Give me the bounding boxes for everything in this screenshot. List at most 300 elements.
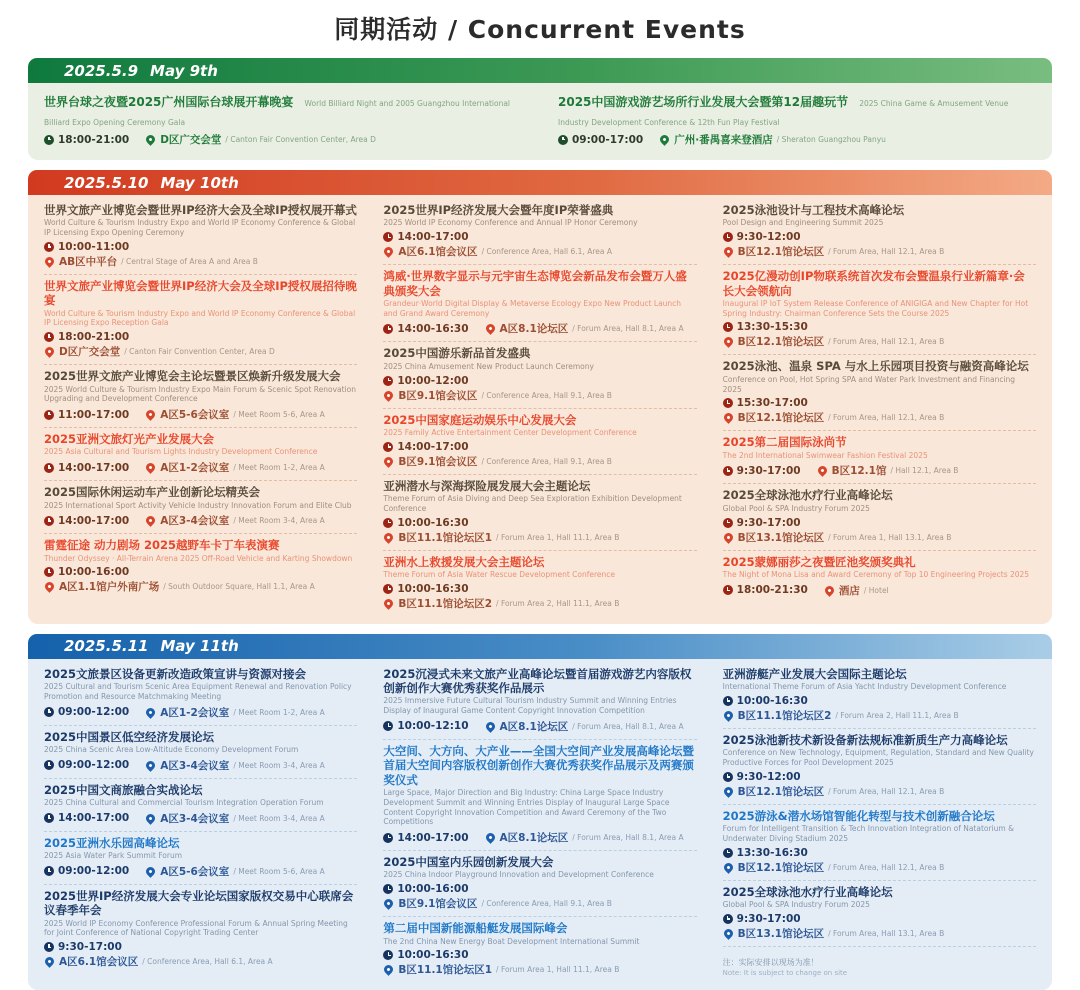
event-title-en: Thunder Odyssey · All-Terrain Arena 2025 Off-Road Vehicle and Karting Showdown <box>44 553 353 563</box>
event-venue-group <box>145 758 325 773</box>
event-venue: A区5-6会议室 <box>160 409 230 421</box>
event-title-en: 2025 China Scenic Area Low-Altitude Economy Development Forum <box>44 744 299 754</box>
event-title-en: Forum for Intelligent Transition & Tech Innovation Integration of Natatorium & Underwater Diving Stadium 2025 <box>722 824 1014 843</box>
event-title: 世界台球之夜暨2025广州国际台球展开幕晚宴 <box>44 95 294 109</box>
location-pin-icon <box>144 812 157 825</box>
event-venue: B区13.1馆论坛区 <box>737 531 825 544</box>
event-title-en: Theme Forum of Asia Diving and Deep Sea Exploration Exhibition Development Conference <box>383 494 682 513</box>
event-venue: B区12.1馆论坛区 <box>737 785 825 798</box>
event-time-group <box>383 832 468 844</box>
event-time: 13:30-15:30 <box>736 321 808 334</box>
event-title-en: Theme Forum of Asia Water Rescue Development Conference <box>383 569 616 579</box>
event-title-en: 2025 World Culture & Tourism Industry Expo Main Forum & Scenic Spot Renovation Upgrading and Development Conference <box>44 384 357 404</box>
location-pin-icon <box>722 709 735 722</box>
event-venue-group <box>383 388 612 403</box>
event-column <box>44 663 357 975</box>
event-title: 亚洲潜水与深海探险展发展大会主题论坛 <box>383 478 591 493</box>
event-venue: A区8.1论坛区 <box>499 323 569 336</box>
event-venue-group <box>44 254 258 269</box>
event-time: 09:00-12:00 <box>58 706 130 718</box>
event-venue: A区1-2会议室 <box>160 706 230 719</box>
event-item <box>723 663 1036 729</box>
event-time: 18:00-21:00 <box>58 331 130 344</box>
event-venue: B区9.1馆会议区 <box>398 898 478 911</box>
event-time-group <box>383 441 468 453</box>
event-time: 10:00-11:00 <box>58 240 130 253</box>
location-pin-icon <box>816 465 829 478</box>
event-venue: A区6.1馆会议区 <box>59 956 139 969</box>
clock-icon <box>44 332 54 342</box>
event-item <box>723 355 1036 431</box>
event-item <box>558 87 1036 152</box>
event-time-group <box>44 812 129 824</box>
event-venue-group <box>145 407 325 422</box>
event-venue-group <box>44 954 273 969</box>
event-time-group <box>44 759 129 771</box>
event-venue-group <box>383 596 619 611</box>
event-column <box>44 199 357 599</box>
event-item <box>723 729 1036 805</box>
location-pin-icon <box>382 531 395 544</box>
event-time-group <box>723 847 808 859</box>
event-venue-group <box>383 454 612 469</box>
event-venue: A区5-6会议室 <box>160 865 230 878</box>
event-time-group <box>44 941 122 953</box>
event-meta <box>44 758 357 773</box>
event-venue-group <box>44 579 315 594</box>
event-title: 亚洲游艇产业发展大会国际主题论坛 <box>722 666 907 681</box>
event-venue: A区3-4会议室 <box>160 812 230 825</box>
event-venue: 酒店 <box>838 584 860 597</box>
event-venue-en: / Forum Area, Hall 8.1, Area A <box>572 833 684 842</box>
event-meta <box>383 517 696 545</box>
event-item <box>44 663 357 726</box>
event-title: 2025世界文旅产业博览会主论坛暨景区焕新升级发展大会 <box>44 369 341 384</box>
event-meta <box>383 583 696 611</box>
event-column <box>723 663 1036 977</box>
event-venue: A区1-2会议室 <box>160 462 230 475</box>
clock-icon <box>44 866 54 876</box>
event-title: 世界文旅产业博览会暨世界IP经济大会及全球IP授权展招待晚宴 <box>44 278 357 308</box>
event-meta <box>44 566 357 594</box>
event-item <box>383 663 696 740</box>
location-pin-icon <box>382 455 395 468</box>
event-venue-en: / Hotel <box>863 585 889 595</box>
event-time: 09:00-12:00 <box>58 865 130 878</box>
event-title-en: Inaugural IP IoT System Release Conference of ANIGIGA and New Chapter for Hot Spring Industry: Chairman Conference Sets the Course 2025 <box>722 298 1029 318</box>
event-venue-group <box>659 132 886 147</box>
event-venue-en: / Forum Area, Hall 12.1, Area B <box>828 413 945 423</box>
event-item <box>723 199 1036 265</box>
location-pin-icon <box>43 255 56 268</box>
clock-icon <box>383 584 393 594</box>
event-venue: B区11.1馆论坛区1 <box>398 531 493 544</box>
clock-icon <box>44 135 54 145</box>
event-column <box>723 199 1036 603</box>
event-meta <box>44 705 357 720</box>
event-venue-group <box>383 244 612 259</box>
location-pin-icon <box>658 133 671 146</box>
location-pin-icon <box>722 336 735 349</box>
event-venue-group <box>145 132 376 147</box>
event-time-group <box>558 134 643 146</box>
event-venue: A区8.1论坛区 <box>499 832 569 844</box>
event-item <box>383 409 696 475</box>
event-venue: B区12.1馆论坛区 <box>737 246 825 259</box>
clock-icon <box>44 813 54 823</box>
event-venue-group <box>44 344 275 359</box>
event-venue-en: / Canton Fair Convention Center, Area D <box>225 135 376 144</box>
event-title: 2025中国文商旅融合实战论坛 <box>44 782 203 797</box>
event-venue-en: / Forum Area 2, Hall 11.1, Area B <box>496 598 620 608</box>
event-time-group <box>723 517 801 529</box>
event-item <box>383 475 696 551</box>
event-time: 14:00-17:00 <box>397 831 469 844</box>
event-meta <box>723 517 1036 545</box>
event-time-group <box>44 865 129 877</box>
event-time-group <box>383 883 468 895</box>
event-time: 9:30-12:00 <box>736 770 801 783</box>
location-pin-icon <box>144 865 157 878</box>
event-title: 2025泳池新技术新设备新法规标准新质生产力高峰论坛 <box>722 732 1008 747</box>
event-time: 10:00-16:30 <box>397 516 469 529</box>
location-pin-icon <box>43 955 56 968</box>
event-time: 10:00-16:30 <box>397 582 469 595</box>
event-meta <box>44 864 357 879</box>
event-venue-en: / Forum Area, Hall 8.1, Area A <box>572 324 684 334</box>
event-item <box>383 551 696 616</box>
event-meta <box>723 463 1036 478</box>
event-venue-group <box>723 410 945 425</box>
schedule-note <box>723 957 1036 977</box>
event-item <box>44 87 522 152</box>
clock-icon <box>383 833 393 843</box>
event-venue-group <box>723 784 945 799</box>
event-venue-en: / Meet Room 1-2, Area A <box>233 707 325 717</box>
event-venue-en: / Meet Room 5-6, Area A <box>233 866 325 876</box>
event-time-group <box>44 706 129 718</box>
event-title-en: 2025 China Amusement New Product Launch Ceremony <box>383 361 594 371</box>
section-header-may-10 <box>28 170 1052 195</box>
event-venue: A区1.1馆户外南广场 <box>59 581 160 594</box>
event-venue-group <box>824 583 889 598</box>
event-time: 9:30-17:00 <box>736 912 801 925</box>
event-venue-group <box>485 321 684 336</box>
clock-icon <box>44 942 54 952</box>
location-pin-icon <box>484 831 497 844</box>
schedule-note-en: Note: It is subject to change on site <box>722 968 848 977</box>
event-time-group <box>44 331 129 343</box>
event-venue-en: / South Outdoor Square, Hall 1.1, Area A <box>163 582 315 592</box>
clock-icon <box>383 232 393 242</box>
event-meta <box>44 331 357 359</box>
event-title: 2025中国游戏游艺场所行业发展大会暨第12届趣玩节 <box>558 95 849 109</box>
event-venue: A区8.1论坛区 <box>499 720 569 733</box>
event-item <box>723 431 1036 484</box>
event-venue-group <box>383 962 619 977</box>
event-venue-group <box>723 860 945 875</box>
event-item <box>383 917 696 982</box>
event-title-en: The 2nd International Swimwear Fashion Festival 2025 <box>722 450 928 460</box>
event-title: 鸿威·世界数字显示与元宇宙生态博览会新品发布会暨万人盛典颁奖大会 <box>383 269 687 298</box>
event-meta <box>44 132 522 147</box>
event-title-en: 2025 World IP Economy Conference and Annual IP Honor Ceremony <box>383 218 638 228</box>
location-pin-icon <box>144 706 157 719</box>
event-title: 世界文旅产业博览会暨世界IP经济大会及全球IP授权展开幕式 <box>44 203 357 217</box>
event-venue: B区13.1馆论坛区 <box>737 927 825 940</box>
event-item <box>383 265 696 342</box>
event-venue: B区12.1馆论坛区 <box>737 336 825 349</box>
location-pin-icon <box>43 581 56 594</box>
event-venue-group <box>145 513 325 528</box>
event-meta <box>723 771 1036 799</box>
location-pin-icon <box>722 245 735 258</box>
event-time-group <box>383 949 468 961</box>
event-title: 2025游泳&潜水场馆智能化转型与技术创新融合论坛 <box>722 808 995 823</box>
clock-icon <box>723 772 733 782</box>
event-title-en: 2025 World IP Economy Conference Professional Forum & Annual Spring Meeting for Joint Conference of National Copyright Trading Center <box>44 918 348 938</box>
event-venue-en: / Sheraton Guangzhou Panyu <box>776 135 886 144</box>
event-title-en: Global Pool & SPA Industry Forum 2025 <box>722 503 870 513</box>
event-title-en: 2025 Asia Water Park Summit Forum <box>44 851 183 861</box>
clock-icon <box>44 567 54 577</box>
clock-icon <box>383 376 393 386</box>
event-title-en: International Theme Forum of Asia Yacht Industry Development Conference <box>722 682 1007 691</box>
event-title: 大空间、大方向、大产业——全国大空间产业发展高峰论坛暨首届大空间内容版权创新创作大赛优秀获奖作品展示及两赛颁奖仪式 <box>383 743 694 787</box>
event-time: 9:30-17:00 <box>736 464 801 477</box>
event-venue-en: / Meet Room 5-6, Area A <box>233 410 325 419</box>
event-venue-en: / Meet Room 3-4, Area A <box>233 760 325 770</box>
event-meta <box>723 847 1036 875</box>
clock-icon <box>723 696 733 706</box>
event-title: 第二届中国新能源船艇发展国际峰会 <box>383 921 568 936</box>
event-time: 13:30-16:30 <box>736 846 808 859</box>
clock-icon <box>44 463 54 473</box>
event-title-en: 2025 Family Active Entertainment Center Development Conference <box>383 427 637 437</box>
clock-icon <box>383 324 393 334</box>
event-venue: B区11.1馆论坛区1 <box>398 964 493 977</box>
clock-icon <box>723 232 733 242</box>
event-item <box>723 265 1036 355</box>
event-time: 14:00-17:00 <box>397 440 469 453</box>
event-item <box>44 779 357 832</box>
event-title-en: 2025 China Indoor Playground Innovation and Development Conference <box>383 870 654 880</box>
event-time: 10:00-16:30 <box>736 694 808 707</box>
section-date-en: May 11th <box>160 637 239 656</box>
event-venue-en: / Conference Area, Hall 9.1, Area B <box>481 390 612 400</box>
event-time: 10:00-16:00 <box>397 883 469 896</box>
event-meta <box>558 132 1036 147</box>
event-meta <box>383 719 696 734</box>
event-time: 10:00-12:00 <box>397 374 469 387</box>
event-title: 2025世界IP经济发展大会专业论坛国家版权交易中心联席会议春季年会 <box>44 888 354 918</box>
location-pin-icon <box>144 461 157 474</box>
event-time: 11:00-17:00 <box>58 408 130 421</box>
event-venue-en: / Canton Fair Convention Center, Area D <box>124 347 275 357</box>
event-venue-en: / Forum Area, Hall 12.1, Area B <box>828 337 945 347</box>
event-title: 2025中国景区低空经济发展论坛 <box>44 729 215 744</box>
event-title-en: World Culture & Tourism Industry Expo and World IP Economy Conference & Global IP Licensing Expo Reception Gala <box>44 308 356 328</box>
event-title: 2025中国家庭运动娱乐中心发展大会 <box>383 412 577 427</box>
event-title-en: Pool Design and Engineering Summit 2025 <box>722 218 884 228</box>
event-venue-en: / Conference Area, Hall 9.1, Area B <box>481 456 612 466</box>
event-time: 15:30-17:00 <box>736 397 808 410</box>
clock-icon <box>723 914 733 924</box>
event-venue: D区广交会堂 <box>59 346 121 359</box>
event-venue: AB区中平台 <box>59 255 118 268</box>
location-pin-icon <box>144 133 157 146</box>
section-header-may-11 <box>28 634 1052 659</box>
location-pin-icon <box>722 927 735 940</box>
event-title-en: The Night of Mona Lisa and Award Ceremony of Top 10 Engineering Projects 2025 <box>722 569 1030 579</box>
event-meta <box>44 241 357 269</box>
event-time-group <box>723 695 808 707</box>
event-venue: A区6.1馆会议区 <box>398 246 478 259</box>
clock-icon <box>723 518 733 528</box>
event-venue-group <box>383 896 612 911</box>
event-venue: B区12.1馆论坛区 <box>737 412 825 425</box>
clock-icon <box>723 585 733 595</box>
event-venue-en: / Conference Area, Hall 6.1, Area A <box>142 957 273 967</box>
clock-icon <box>44 242 54 252</box>
event-title-en: Conference on Pool, Hot Spring SPA and Water Park Investment and Financing 2025 <box>722 374 1016 394</box>
clock-icon <box>723 466 733 476</box>
event-venue-group <box>383 530 619 545</box>
event-venue-group <box>485 719 684 734</box>
event-title: 2025中国游乐新品首发盛典 <box>383 346 531 361</box>
event-item <box>44 275 357 365</box>
event-meta <box>383 441 696 469</box>
event-venue-en: / Forum Area 1, Hall 11.1, Area B <box>496 965 620 975</box>
event-venue: 广州·番禺喜来登酒店 <box>674 134 773 146</box>
event-title: 2025第二届国际泳尚节 <box>722 435 847 450</box>
event-time: 9:30-17:00 <box>58 941 122 954</box>
event-title: 2025亚洲文旅灯光产业发展大会 <box>44 432 215 446</box>
event-time-group <box>44 241 129 253</box>
event-venue-group <box>723 530 952 545</box>
event-item <box>44 365 357 428</box>
event-item <box>723 881 1036 947</box>
event-venue: D区广交会堂 <box>160 134 222 146</box>
event-time-group <box>383 375 468 387</box>
event-meta <box>383 830 696 845</box>
event-title-en: 2025 International Sport Activity Vehicle Industry Innovation Forum and Elite Club <box>44 500 352 510</box>
event-time: 10:00-12:10 <box>397 720 469 733</box>
event-venue-en: / Forum Area, Hall 13.1, Area B <box>828 928 945 938</box>
event-title: 2025亚洲水乐园高峰论坛 <box>44 835 180 850</box>
event-title-en: World Culture & Tourism Industry Expo and World IP Economy Conference & Global IP Licensing Expo Opening Ceremony <box>44 218 356 238</box>
event-time: 9:30-17:00 <box>736 516 801 529</box>
event-title: 2025国际休闲运动车产业创新论坛精英会 <box>44 485 261 500</box>
event-time-group <box>383 583 468 595</box>
schedule-note-zh: 注：实际安排以现场为准！ <box>722 957 819 967</box>
location-pin-icon <box>144 759 157 772</box>
event-meta <box>44 513 357 528</box>
event-venue-en: / Hall 12.1, Area B <box>890 466 959 476</box>
event-meta <box>383 883 696 911</box>
event-time-group <box>383 231 468 243</box>
location-pin-icon <box>144 408 157 421</box>
location-pin-icon <box>43 345 56 358</box>
event-venue-group <box>723 708 959 723</box>
section-header-may-9 <box>28 58 1052 83</box>
event-title-en: The 2nd China New Energy Boat Development International Summit <box>383 936 640 946</box>
event-column <box>383 663 696 983</box>
event-item <box>383 851 696 917</box>
event-time: 10:00-16:00 <box>58 566 130 579</box>
section-may-9 <box>28 58 1052 160</box>
event-time: 09:00-12:00 <box>58 759 130 772</box>
event-time-group <box>44 462 129 474</box>
event-column <box>383 199 696 616</box>
location-pin-icon <box>382 963 395 976</box>
event-title: 2025沉浸式未来文旅产业高峰论坛暨首届游戏游艺内容版权创新创作大赛优秀获奖作品展示 <box>383 666 692 695</box>
event-time: 9:30-12:00 <box>736 231 801 244</box>
event-column <box>44 87 522 152</box>
event-venue: B区12.1馆论坛区 <box>737 861 825 874</box>
event-time-group <box>723 231 801 243</box>
event-title: 亚洲水上救援发展大会主题论坛 <box>383 554 545 569</box>
event-item <box>383 199 696 265</box>
event-column <box>558 87 1036 152</box>
event-item <box>723 484 1036 550</box>
event-item <box>44 726 357 779</box>
event-item <box>44 199 357 275</box>
event-time-group <box>723 913 801 925</box>
event-venue-en: / Meet Room 3-4, Area A <box>233 516 325 526</box>
event-venue-en: / Central Stage of Area A and Area B <box>121 256 258 266</box>
section-may-10 <box>28 170 1052 624</box>
clock-icon <box>44 410 54 420</box>
event-venue-en: / Forum Area, Hall 12.1, Area B <box>828 862 945 872</box>
event-title-en: 2025 Asia Cultural and Tourism Lights Industry Development Conference <box>44 447 318 457</box>
event-venue-group <box>145 811 325 826</box>
event-title-en: 2025 Immersive Future Cultural Tourism Industry Summit and Winning Entries Display of Inaugural Game Content Copyright Innovation Competition <box>383 696 677 716</box>
location-pin-icon <box>484 323 497 336</box>
event-item <box>383 740 696 851</box>
event-title-en: 2025 China Game & Amusement Venue Industry Development Conference & 12th Fun Play Festival <box>558 99 1009 127</box>
event-meta <box>383 321 696 336</box>
event-venue-en: / Meet Room 3-4, Area A <box>233 813 325 823</box>
event-time: 14:00-17:00 <box>58 514 130 527</box>
event-title: 2025中国室内乐园创新发展大会 <box>383 855 554 869</box>
clock-icon <box>383 884 393 894</box>
event-title-en: Grandeur·World Digital Display & Metaverse Ecology Expo New Product Launch and Grand Award Ceremony <box>383 298 682 318</box>
location-pin-icon <box>144 514 157 527</box>
event-meta <box>723 583 1036 598</box>
event-time: 18:00-21:00 <box>58 133 130 146</box>
clock-icon <box>44 760 54 770</box>
page-title: 同期活动 / Concurrent Events <box>334 15 746 44</box>
event-title: 2025文旅景区设备更新改造政策宣讲与资源对接会 <box>44 666 307 681</box>
event-venue-group <box>145 864 325 879</box>
event-title-en: 2025 Cultural and Tourism Scenic Area Equipment Renewal and Renovation Policy Promotion and Resource Matchmaking Meeting <box>44 682 352 701</box>
event-title: 2025蒙娜丽莎之夜暨匠池奖颁奖典礼 <box>722 554 916 569</box>
location-pin-icon <box>722 531 735 544</box>
location-pin-icon <box>484 720 497 733</box>
event-title: 2025泳池、温泉 SPA 与水上乐园项目投资与融资高峰论坛 <box>722 359 1029 374</box>
clock-icon <box>558 135 568 145</box>
location-pin-icon <box>823 584 836 597</box>
event-meta <box>383 231 696 259</box>
event-item <box>44 481 357 534</box>
event-time-group <box>383 517 468 529</box>
event-venue-en: / Forum Area 1, Hall 13.1, Area B <box>828 532 952 542</box>
event-venue: A区3-4会议室 <box>160 759 230 772</box>
event-time-group <box>44 515 129 527</box>
event-title: 2025亿漫动创IP物联系统首次发布会暨温泉行业新篇章·会长大会领航向 <box>722 269 1025 298</box>
clock-icon <box>723 848 733 858</box>
